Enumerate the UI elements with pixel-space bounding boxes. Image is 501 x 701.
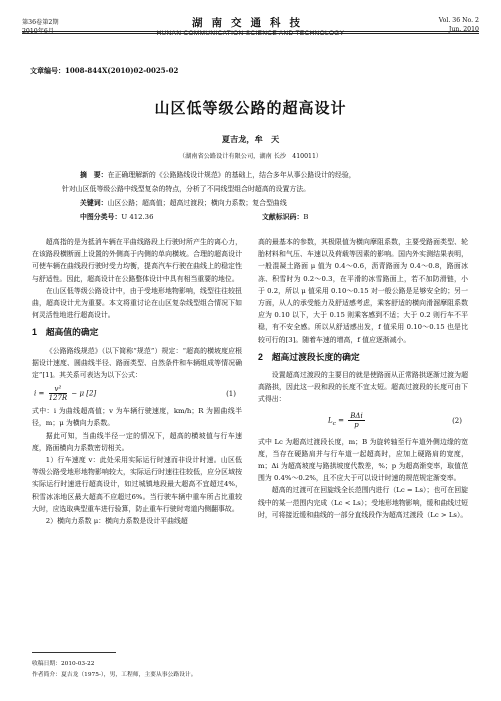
eq1-number: (1) (226, 390, 236, 399)
abstract-text-1: 在正确理解新的《公路路线设计规范》的基础上，结合多年从事公路设计的经验， (107, 171, 356, 179)
header-rule-thick (22, 31, 479, 32)
clc-text: U 412.36 (121, 213, 154, 221)
paragraph: 高的最基本的参数，其极限值为横向摩阻系数，主要受路面类型、轮胎材料和气压、车速以及荷载等因素的影响。国内外实测结果表明，一般混凝土路面 μ 值为 0.4～0.6，沥青路面为 0.4～0.8，路面冰冻、积雪时为 0.2～0.3，在平滑的冰雪路面上，若不加防滑链，小于 0.2，所以 μ 值采用 0.10～0.15 对一般公路是足够安全的；另一方面，从人的承受能力及舒适感考虑，乘客舒适的横向滑溜摩阻系数应为 0.10 以下，大于 0.15 则乘客感到不适；大于 0.2 则行车不平稳，有不安全感。所以从舒适感出发，f 值采用 0.10～0.15 也是比较可行的[3]。随着车速的增高，f 值应逐渐减小。 (258, 238, 468, 344)
paragraph: 式中 Lc 为超高过渡段长度，m；B 为旋转轴至行车道外侧边缘的宽度，当存在硬路肩并与行车道一起超高时，应加上硬路肩的宽度，m；Δi 为超高坡度与路拱坡度代数差，%；p 为超高渐变率，取值范围为 0.4%～0.2%，且不应大于可以设计时速的规范规定渐变率。 (258, 437, 468, 483)
affiliation: （湖南省公路设计有限公司，湖南 长沙 410011） (178, 153, 323, 160)
doc-code-text: B (303, 213, 309, 221)
eq1-denominator: 127R (48, 394, 68, 403)
eq1-fraction (49, 385, 68, 402)
abstract-line1 (80, 169, 356, 179)
abstract-label: 摘 要： (80, 171, 108, 179)
paragraph: 《公路路线规范》（以下简称“规范”）规定：“超高的横坡度应根据设计速度、圆曲线半径、路面类型、自然条件和车辆组成等情况确定”[1]。其关系可表达为以下公式： (32, 346, 242, 380)
paragraph: 在山区低等级公路设计中，由于受地形地物影响，线型往往较扭曲，超高设计尤为重要。本文将重讨论在山区复杂线型组合情况下如何灵活性地进行超高设计。 (32, 286, 242, 320)
authors: 夏吉龙，牟 天 (221, 134, 280, 144)
date-en: Jun. 2010 (448, 26, 479, 33)
document-code (262, 211, 308, 221)
left-column (32, 236, 242, 527)
eq2-fraction (348, 412, 364, 429)
eq2-lhs: L (328, 416, 333, 425)
article-number: 文章编号：1008-844X(2010)02-0025-02 (30, 66, 179, 75)
volume-en: Vol. 36 No. 2 (438, 17, 479, 24)
eq1-lhs: i = (34, 389, 47, 398)
issue-cn: 第36卷第2期 (22, 19, 59, 26)
section-heading-1: 1 超高值的确定 (32, 327, 99, 338)
paragraph: 1）行车速度 v：此处采用实际运行时速而非设计时速。山区低等级公路受地形地物影响较大，实际运行时速往往较低，应分区域按实际运行时速进行超高设计，如过城镇地段最大超高不宜超过4%，积雪冰冻地区最大超高不应超过6%。当行驶车辆中重车所占比重较大时，应选取典型重车进行验算，防止重车行驶时弯道内侧翻事故。 (32, 456, 242, 513)
paragraph: 2）横向力系数 μ：横向力系数是设计平曲线超 (45, 517, 188, 526)
date-cn: 2010年6月 (22, 28, 55, 35)
clc-label: 中图分类号： (80, 213, 122, 221)
paragraph: 式中：i 为曲线超高值；v 为车辆行驶速度，km/h；R 为圆曲线半径，m；μ 为横向力系数。 (32, 407, 242, 428)
paragraph: 设置超高过渡段的主要目的就是使路面从正常路拱逐渐过渡为超高路拱，因此这一段和段的长度不宜太短。超高过渡段的长度可由下式得出： (258, 371, 468, 404)
paragraph: 据此可知，当曲线半径一定的情况下，超高的横坡值与行车速度，路面横向力系数密切相关。 (32, 431, 242, 452)
footnote-received: 收稿日期：2010-03-22 (32, 661, 95, 667)
keywords-label: 关键词： (80, 199, 108, 207)
paragraph: 超高指的是为抵消车辆在平曲线路段上行驶时所产生的离心力，在该路段横断面上设置的外侧高于内侧的单向横坡。合理的超高设计可使车辆在曲线段行驶时受力均衡，提高汽车行驶在曲线上的稳定性与舒适性。因此，超高设计在公路整体设计中具有相当重要的地位。 (32, 238, 242, 283)
keywords-text: 山区公路；超高值；超高过渡段；横向力系数；复合型曲线 (107, 199, 287, 207)
eq2-denominator: p (354, 420, 359, 429)
clc-number (80, 211, 153, 221)
equation-1 (32, 381, 242, 405)
eq1-numerator: v² (49, 385, 68, 394)
right-column (258, 236, 468, 521)
journal-name-cn: 湖南交通科技 (192, 17, 309, 29)
eq1-tail: − μ [2] (69, 389, 97, 398)
header-rule-thin (22, 33, 479, 34)
eq2-equals: = (335, 416, 347, 425)
abstract-line2: 针对山区低等级公路中线型复杂的特点，分析了不同线型组合时超高的设置方法。 (62, 185, 311, 193)
journal-header (22, 12, 479, 48)
eq2-numerator: BΔi (350, 411, 363, 420)
section-heading-2: 2 超高过渡段长度的确定 (258, 351, 360, 362)
doc-code-label: 文献标识码： (262, 213, 304, 221)
equation-2 (258, 406, 468, 436)
paper-title: 山区低等级公路的超高设计 (154, 100, 347, 117)
footnote-bio: 作者简介：夏吉龙（1975-），男，工程师，主要从事公路设计。 (32, 672, 197, 678)
journal-name-en: HUNAN COMMUNICATION SCIENCE AND TECHNOLOGY (156, 30, 345, 37)
keywords (80, 197, 287, 207)
footnote-rule (32, 652, 116, 653)
eq2-number: (2) (452, 416, 462, 425)
eq2-subscript: c (332, 420, 336, 427)
paragraph: 超高的过渡可在回旋线全长范围内进行（Lc = Ls）；也可在回旋线中的某一范围内完成（Lc < Ls）；受地形地物影响，缓和曲线过短时，可将接近缓和曲线的一部分直线段作为超高过渡段（Lc > Ls）。 (258, 486, 468, 519)
